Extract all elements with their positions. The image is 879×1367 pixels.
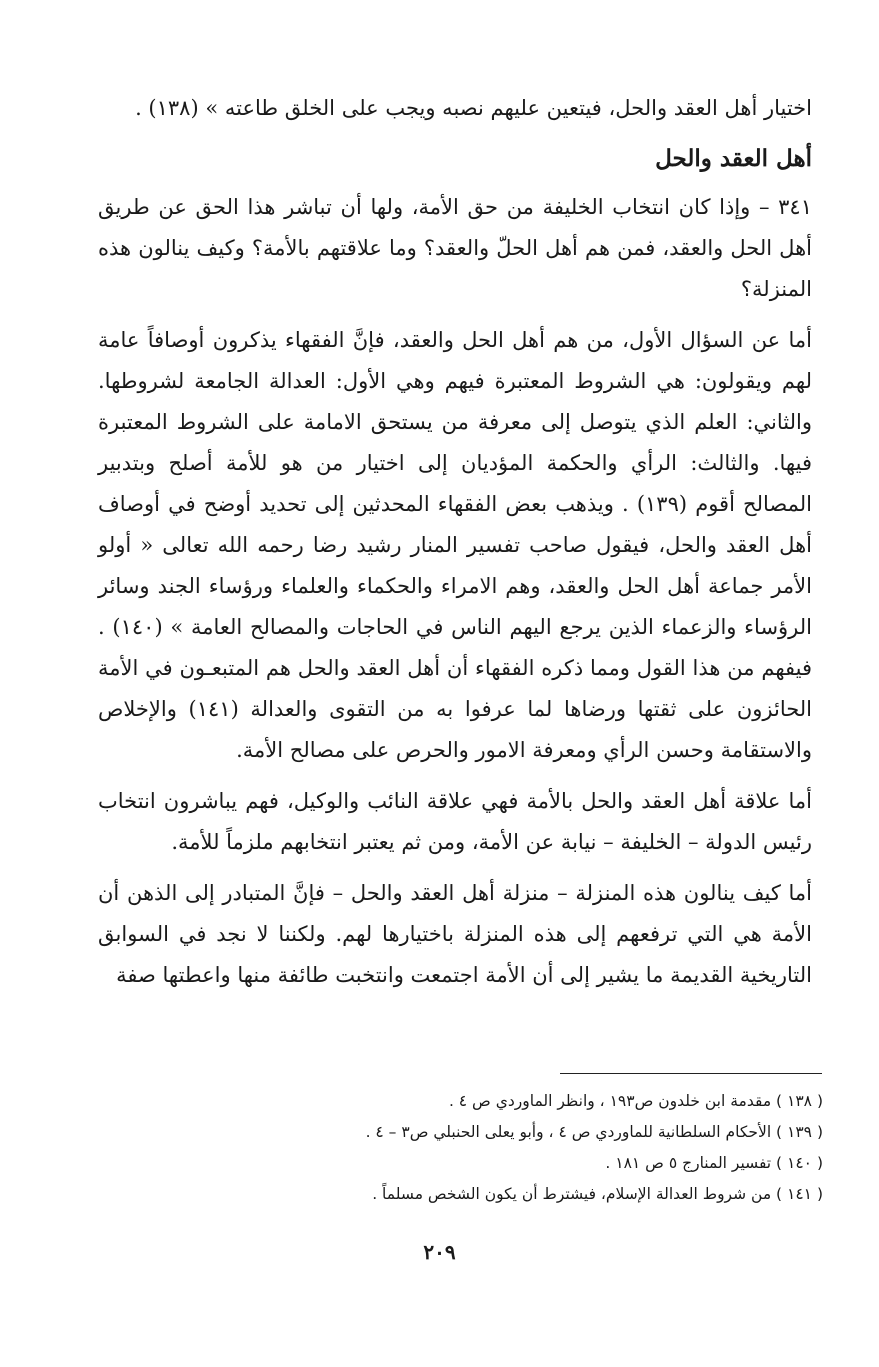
paragraph-continuation: اختيار أهل العقد والحل، فيتعين عليهم نصبه ويجب على الخلق طاعته » (١٣٨) . (135, 96, 812, 120)
footnote-140: ( ١٤٠ ) تفسير المنارج ٥ ص ١٨١ . (605, 1154, 823, 1172)
section-heading: أهل العقد والحل (655, 145, 812, 172)
footnote-divider (560, 1073, 822, 1074)
paragraph-first-question: أما عن السؤال الأول، من هم أهل الحل والعقد، فإنَّ الفقهاء يذكرون أوصافاً عامة لهم ويقولون: هي الشروط المعتبرة فيهم وهي الأول: العدالة الجامعة لشروطها. والثاني: العلم الذي يتوصل إلى معرفة من يستحق الامامة على الشروط المعتبرة فيها. والثالث: الرأي والحكمة المؤديان إلى اختيار من هو للأمة أصلح وبتدبير المصالح أقوم (١٣٩) . ويذهب بعض الفقهاء المحدثين إلى تحديد أوضح في أوصاف أهل العقد والحل، فيقول صاحب تفسير المنار رشيد رضا رحمه الله تعالى « أولو الأمر جماعة أهل الحل والعقد، وهم الامراء والحكماء والعلماء ورؤساء الجند وسائر الرؤساء والزعماء الذين يرجع اليهم الناس في الحاجات والمصالح العامة » (١٤٠) . فيفهم من هذا القول ومما ذكره الفقهاء أن أهل العقد والحل هم المتبعـون في الأمة الحائزون على ثقتها ورضاها لما عرفوا به من التقوى والعدالة (١٤١) والإخلاص والاستقامة وحسن الرأي ومعرفة الامور والحرص على مصالح الأمة. (98, 328, 813, 762)
paragraph-relationship: أما علاقة أهل العقد والحل بالأمة فهي علاقة النائب والوكيل، فهم يباشرون انتخاب رئيس الدولة – الخليفة – نيابة عن الأمة، ومن ثم يعتبر انتخابهم ملزماً للأمة. (98, 789, 812, 854)
footnotes (103, 1086, 823, 1210)
footnote-139: ( ١٣٩ ) الأحكام السلطانية للماوردي ص ٤ ، وأبو يعلى الحنبلي ص٣ – ٤ . (365, 1123, 823, 1141)
page-number: ٢٠٩ (423, 1240, 456, 1264)
paragraph-341: ٣٤١ – وإذا كان انتخاب الخليفة من حق الأمة، ولها أن تباشر هذا الحق عن طريق أهل الحل والعقد، فمن هم أهل الحلّ والعقد؟ وما علاقتهم بالأمة؟ وكيف ينالون هذه المنزلة؟ (98, 195, 812, 301)
paragraph-how-attained: أما كيف ينالون هذه المنزلة – منزلة أهل العقد والحل – فإنَّ المتبادر إلى الذهن أن الأمة هي التي ترفعهم إلى هذه المنزلة باختيارها لهم. ولكننا لا نجد في السوابق التاريخية القديمة ما يشير إلى أن الأمة اجتمعت وانتخبت طائفة منها واعطتها صفة (98, 881, 812, 987)
footnote-138: ( ١٣٨ ) مقدمة ابن خلدون ص١٩٣ ، وانظر الماوردي ص ٤ . (448, 1092, 823, 1110)
page-body (98, 88, 812, 996)
footnote-141: ( ١٤١ ) من شروط العدالة الإسلام، فيشترط أن يكون الشخص مسلماً . (372, 1185, 823, 1203)
